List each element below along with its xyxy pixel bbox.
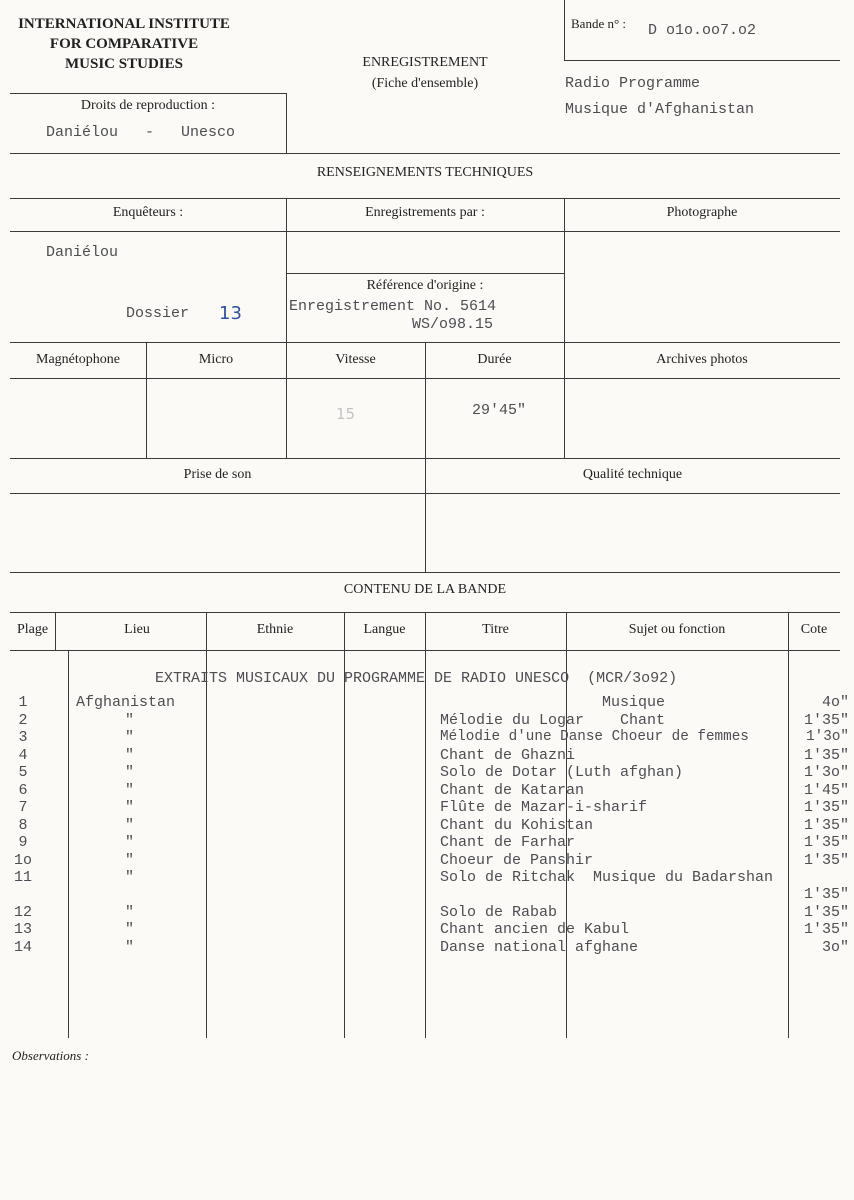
row-lieu: ": [125, 817, 135, 834]
content-rows: [0, 694, 854, 964]
row-plage: 1o: [13, 852, 32, 869]
row-lieu: ": [125, 921, 135, 938]
column-header-ethnie: Ethnie: [256, 622, 294, 637]
row-plage: 13: [13, 921, 32, 938]
content-row: [0, 712, 854, 730]
row-lieu: ": [125, 747, 135, 764]
row-lieu: ": [125, 904, 135, 921]
tech-divider-1: [286, 198, 287, 342]
content-row: [0, 694, 854, 712]
row-lieu: ": [125, 799, 135, 816]
institute-line-1: INTERNATIONAL INSTITUTE: [18, 16, 230, 32]
enqueteur-value: Daniélou: [46, 244, 119, 261]
row-cote: 4o": [821, 694, 849, 711]
row-cote: 1'35": [803, 747, 849, 764]
row-plage: 12: [13, 904, 32, 921]
dossier-number: 13: [219, 303, 242, 324]
row-titre: Solo de Dotar (Luth afghan): [440, 764, 684, 781]
institute-line-3: MUSIC STUDIES: [65, 56, 183, 72]
row-cote: 1'35": [803, 817, 849, 834]
row-titre: Choeur de Panshir: [440, 852, 594, 869]
row-lieu: ": [125, 939, 135, 956]
equipment-divider-1: [146, 342, 147, 458]
row-cote: 1'35": [803, 921, 849, 938]
droits-label: Droits de reproduction :: [80, 98, 216, 113]
bande-box-left: [564, 0, 565, 60]
photographe-label: Photographe: [666, 205, 738, 220]
column-header-plage: Plage: [16, 622, 49, 637]
row-titre: Chant de Kataran: [440, 782, 585, 799]
row-titre: Danse national afghane: [440, 939, 639, 956]
equipment-divider-2: [286, 342, 287, 458]
row-cote: 1'35": [803, 712, 849, 729]
row-titre: Flûte de Mazar-i-sharif: [440, 799, 648, 816]
reference-line-2: WS/o98.15: [412, 316, 494, 333]
row-titre: Chant du Kohistan: [440, 817, 594, 834]
row-plage: 11: [13, 869, 32, 886]
tech-divider-2: [564, 198, 565, 342]
reference-line-1: Enregistrement No. 5614: [289, 298, 497, 315]
row-lieu: ": [125, 869, 135, 886]
micro-label: Micro: [198, 352, 234, 367]
row-cote: 1'45": [803, 782, 849, 799]
form-subtitle: (Fiche d'ensemble): [371, 76, 479, 91]
row-titre: Solo de Rabab: [440, 904, 558, 921]
form-title: ENREGISTREMENT: [362, 55, 488, 70]
content-header-divider-plage: [55, 612, 56, 650]
enregistrements-label: Enregistrements par :: [365, 205, 485, 220]
observations-label: Observations :: [12, 1048, 89, 1063]
droits-value: Daniélou - Unesco: [46, 124, 236, 141]
column-header-langue: Langue: [363, 622, 406, 637]
duree-value: 29'45": [472, 402, 527, 419]
row-plage: 4: [18, 747, 28, 764]
row-cote: 3o": [821, 939, 849, 956]
row-titre: Mélodie du Logar Chant: [440, 712, 666, 729]
row-cote: 1'35": [803, 904, 849, 921]
rule-content-top: [10, 572, 840, 573]
row-titre: Chant ancien de Kabul: [440, 921, 630, 938]
rule-reference-top: [286, 273, 564, 274]
droits-box-top: [10, 93, 287, 94]
row-lieu: ": [125, 729, 135, 746]
row-lieu: ": [125, 782, 135, 799]
rule-tech-header-bottom: [10, 231, 840, 232]
column-header-cote: Cote: [800, 622, 828, 637]
vitesse-value: 15: [336, 405, 356, 423]
content-intro: EXTRAITS MUSICAUX DU PROGRAMME DE RADIO UNESCO (MCR/3o92): [155, 670, 678, 687]
content-row: [0, 782, 854, 800]
row-titre: Chant de Farhar: [440, 834, 576, 851]
content-row: [0, 729, 854, 747]
content-row: [0, 869, 854, 905]
row-plage: 2: [18, 712, 28, 729]
row-plage: 6: [18, 782, 28, 799]
duree-label: Durée: [477, 352, 512, 367]
equipment-divider-4: [564, 342, 565, 458]
bande-label: Bande n° :: [571, 16, 627, 31]
row-lieu: ": [125, 764, 135, 781]
reference-label: Référence d'origine :: [366, 278, 484, 293]
prise-divider: [425, 458, 426, 572]
column-header-lieu: Lieu: [124, 622, 150, 637]
dossier-label: Dossier: [126, 305, 190, 322]
row-cote: 1'35": [803, 886, 849, 903]
row-plage: 3: [18, 729, 28, 746]
qualite-label: Qualité technique: [582, 467, 683, 482]
row-lieu: ": [125, 712, 135, 729]
vitesse-label: Vitesse: [335, 352, 376, 367]
rule-tech-header-top: [10, 198, 840, 199]
row-cote: 1'3o": [803, 764, 849, 781]
enqueteurs-label: Enquêteurs :: [112, 205, 184, 220]
bande-box-bottom: [564, 60, 840, 61]
content-row: [0, 834, 854, 852]
row-plage: 14: [13, 939, 32, 956]
institute-name: [8, 14, 240, 74]
row-plage: 1: [18, 694, 28, 711]
content-row: [0, 764, 854, 782]
content-row: [0, 747, 854, 765]
content-row: [0, 939, 854, 957]
content-row: [0, 799, 854, 817]
droits-box-right: [286, 93, 287, 153]
row-lieu: ": [125, 852, 135, 869]
content-section-title: CONTENU DE LA BANDE: [343, 582, 507, 597]
row-lieu: Afghanistan: [76, 694, 176, 711]
archives-label: Archives photos: [656, 352, 748, 367]
column-header-titre: Titre: [482, 622, 509, 637]
row-cote: 1'35": [803, 799, 849, 816]
row-titre: Solo de Ritchak Musique du Badarshan: [440, 869, 774, 886]
row-lieu: ": [125, 834, 135, 851]
row-plage: 8: [18, 817, 28, 834]
column-header-sujet: Sujet ou fonction: [628, 622, 726, 637]
row-plage: 5: [18, 764, 28, 781]
row-titre: Mélodie d'une Danse Choeur de femmes: [440, 729, 749, 745]
content-row: [0, 904, 854, 922]
row-sujet: Musique: [602, 694, 666, 711]
rule-tech-top: [10, 153, 840, 154]
tech-section-title: RENSEIGNEMENTS TECHNIQUES: [316, 165, 534, 180]
row-cote: 1'35": [803, 852, 849, 869]
row-plage: 7: [18, 799, 28, 816]
prise-label: Prise de son: [183, 467, 252, 482]
content-row: [0, 921, 854, 939]
row-cote: 1'35": [803, 834, 849, 851]
institute-line-2: FOR COMPARATIVE: [49, 36, 199, 52]
magnetophone-label: Magnétophone: [36, 352, 120, 367]
content-row: [0, 817, 854, 835]
equipment-divider-3: [425, 342, 426, 458]
bande-number: D o1o.oo7.o2: [648, 22, 757, 39]
row-plage: 9: [18, 834, 28, 851]
row-titre: Chant de Ghazni: [440, 747, 576, 764]
program-line-1: Radio Programme: [565, 75, 701, 92]
content-row: [0, 852, 854, 870]
program-line-2: Musique d'Afghanistan: [565, 101, 755, 118]
row-cote: 1'3o": [806, 729, 849, 745]
